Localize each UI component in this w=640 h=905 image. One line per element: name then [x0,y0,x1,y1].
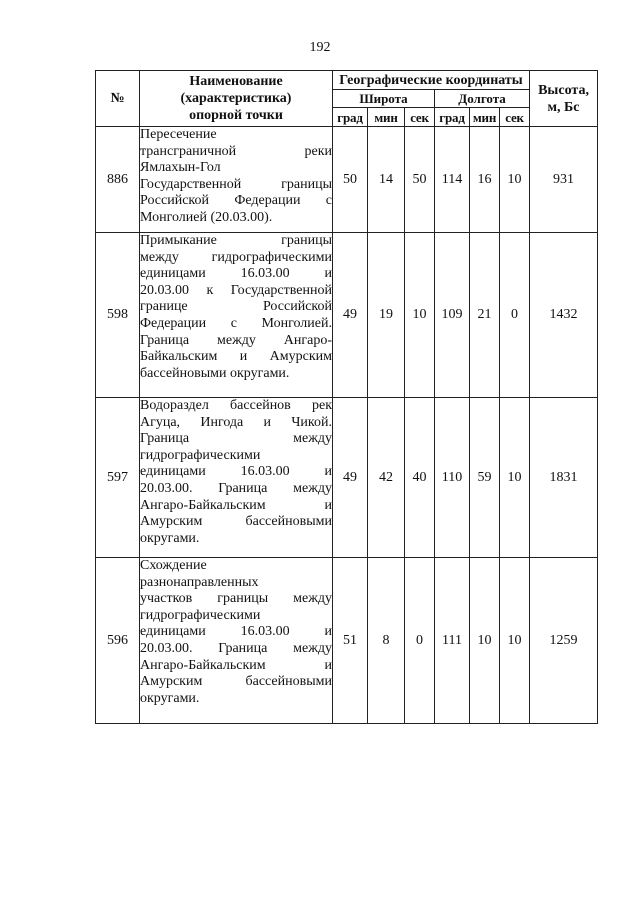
lat-deg: 49 [333,398,368,558]
description-line: Агуца, Ингода и Чикой. [140,414,332,430]
point-description [140,127,333,233]
lon-deg: 109 [435,233,470,398]
description-line: Федерации с Монголией. [140,315,332,331]
header-name-line: (характеристика) [180,91,292,106]
description-line: Государственной границы [140,176,332,192]
height-value: 931 [530,127,598,233]
description-line: гидрографическими [140,447,261,463]
lat-min: 8 [368,558,405,724]
lon-deg: 111 [435,558,470,724]
page-number: 192 [309,40,331,55]
description-line: Монголией (20.03.00). [140,209,273,225]
lon-min: 21 [470,233,500,398]
lon-sec: 10 [500,398,530,558]
header-unit-deg: град [333,108,368,127]
header-unit-min: мин [470,108,500,127]
lon-min: 16 [470,127,500,233]
header-longitude: Долгота [435,90,530,108]
description-line: Примыкание границы [140,233,332,248]
description-line: единицами 16.03.00 и [140,464,332,480]
lon-deg: 110 [435,398,470,558]
table-row [96,233,598,398]
lat-sec: 0 [405,558,435,724]
lon-min: 10 [470,558,500,724]
header-unit-min: мин [368,108,405,127]
header-height-line: м, Бс [547,99,580,115]
lat-deg: 51 [333,558,368,724]
lat-sec: 50 [405,127,435,233]
lat-sec: 40 [405,398,435,558]
point-number: 597 [96,398,140,558]
lon-deg: 114 [435,127,470,233]
table-row [96,398,598,558]
lat-sec: 10 [405,233,435,398]
description-line: участков границы между [140,591,332,607]
point-number: 886 [96,127,140,233]
lon-sec: 10 [500,127,530,233]
description-line: Водораздел бассейнов рек [140,398,332,413]
lon-sec: 0 [500,233,530,398]
description-line: Ангаро-Байкальским и [140,657,332,673]
header-unit-sec: сек [405,108,435,127]
description-line: Граница между Ангаро- [140,332,332,348]
lat-min: 42 [368,398,405,558]
description-line: единицами 16.03.00 и [140,624,332,640]
header-latitude: Широта [333,90,435,108]
description-line: Ангаро-Байкальским и [140,497,332,513]
description-line: границе Российской [140,299,332,315]
point-description [140,398,333,558]
header-unit-sec: сек [500,108,530,127]
description-line: бассейновыми округами. [140,365,290,381]
table-row [96,558,598,724]
lon-min: 59 [470,398,500,558]
lat-deg: 50 [333,127,368,233]
description-line: округами. [140,530,200,546]
description-line: Амурским бассейновыми [140,674,332,690]
header-number: № [96,71,140,127]
description-line: округами. [140,690,200,706]
description-line: 20.03.00. Граница между [140,640,332,656]
header-geo-coordinates: Географические координаты [333,71,530,90]
lat-min: 14 [368,127,405,233]
lat-deg: 49 [333,233,368,398]
description-line: Амурским бассейновыми [140,514,332,530]
description-line: Российской Федерации с [140,193,332,209]
header-name [140,71,333,127]
header-unit-deg: град [435,108,470,127]
header-height [530,71,598,127]
description-line: трансграничной реки [140,143,332,159]
point-number: 598 [96,233,140,398]
point-description [140,558,333,724]
description-line: гидрографическими [140,607,261,623]
height-value: 1432 [530,233,598,398]
table-row [96,127,598,233]
header-height-line: Высота, [538,82,589,98]
description-line: Пересечение [140,127,217,142]
height-value: 1259 [530,558,598,724]
point-description [140,233,333,398]
description-line: Схождение [140,558,207,573]
description-line: единицами 16.03.00 и [140,266,332,282]
description-line: Байкальским и Амурским [140,349,332,365]
description-line: 20.03.00. Граница между [140,480,332,496]
header-name-line: опорной точки [189,108,283,123]
description-line: 20.03.00 к Государственной [140,282,332,298]
height-value: 1831 [530,398,598,558]
table-header [96,71,598,127]
point-number: 596 [96,558,140,724]
reference-points-table [95,70,598,724]
description-line: разнонаправленных [140,574,259,590]
description-line: между гидрографическими [140,249,332,265]
lat-min: 19 [368,233,405,398]
description-line: Ямлахын-Гол [140,160,221,176]
header-name-line: Наименование [189,74,283,89]
lon-sec: 10 [500,558,530,724]
description-line: Граница между [140,431,332,447]
